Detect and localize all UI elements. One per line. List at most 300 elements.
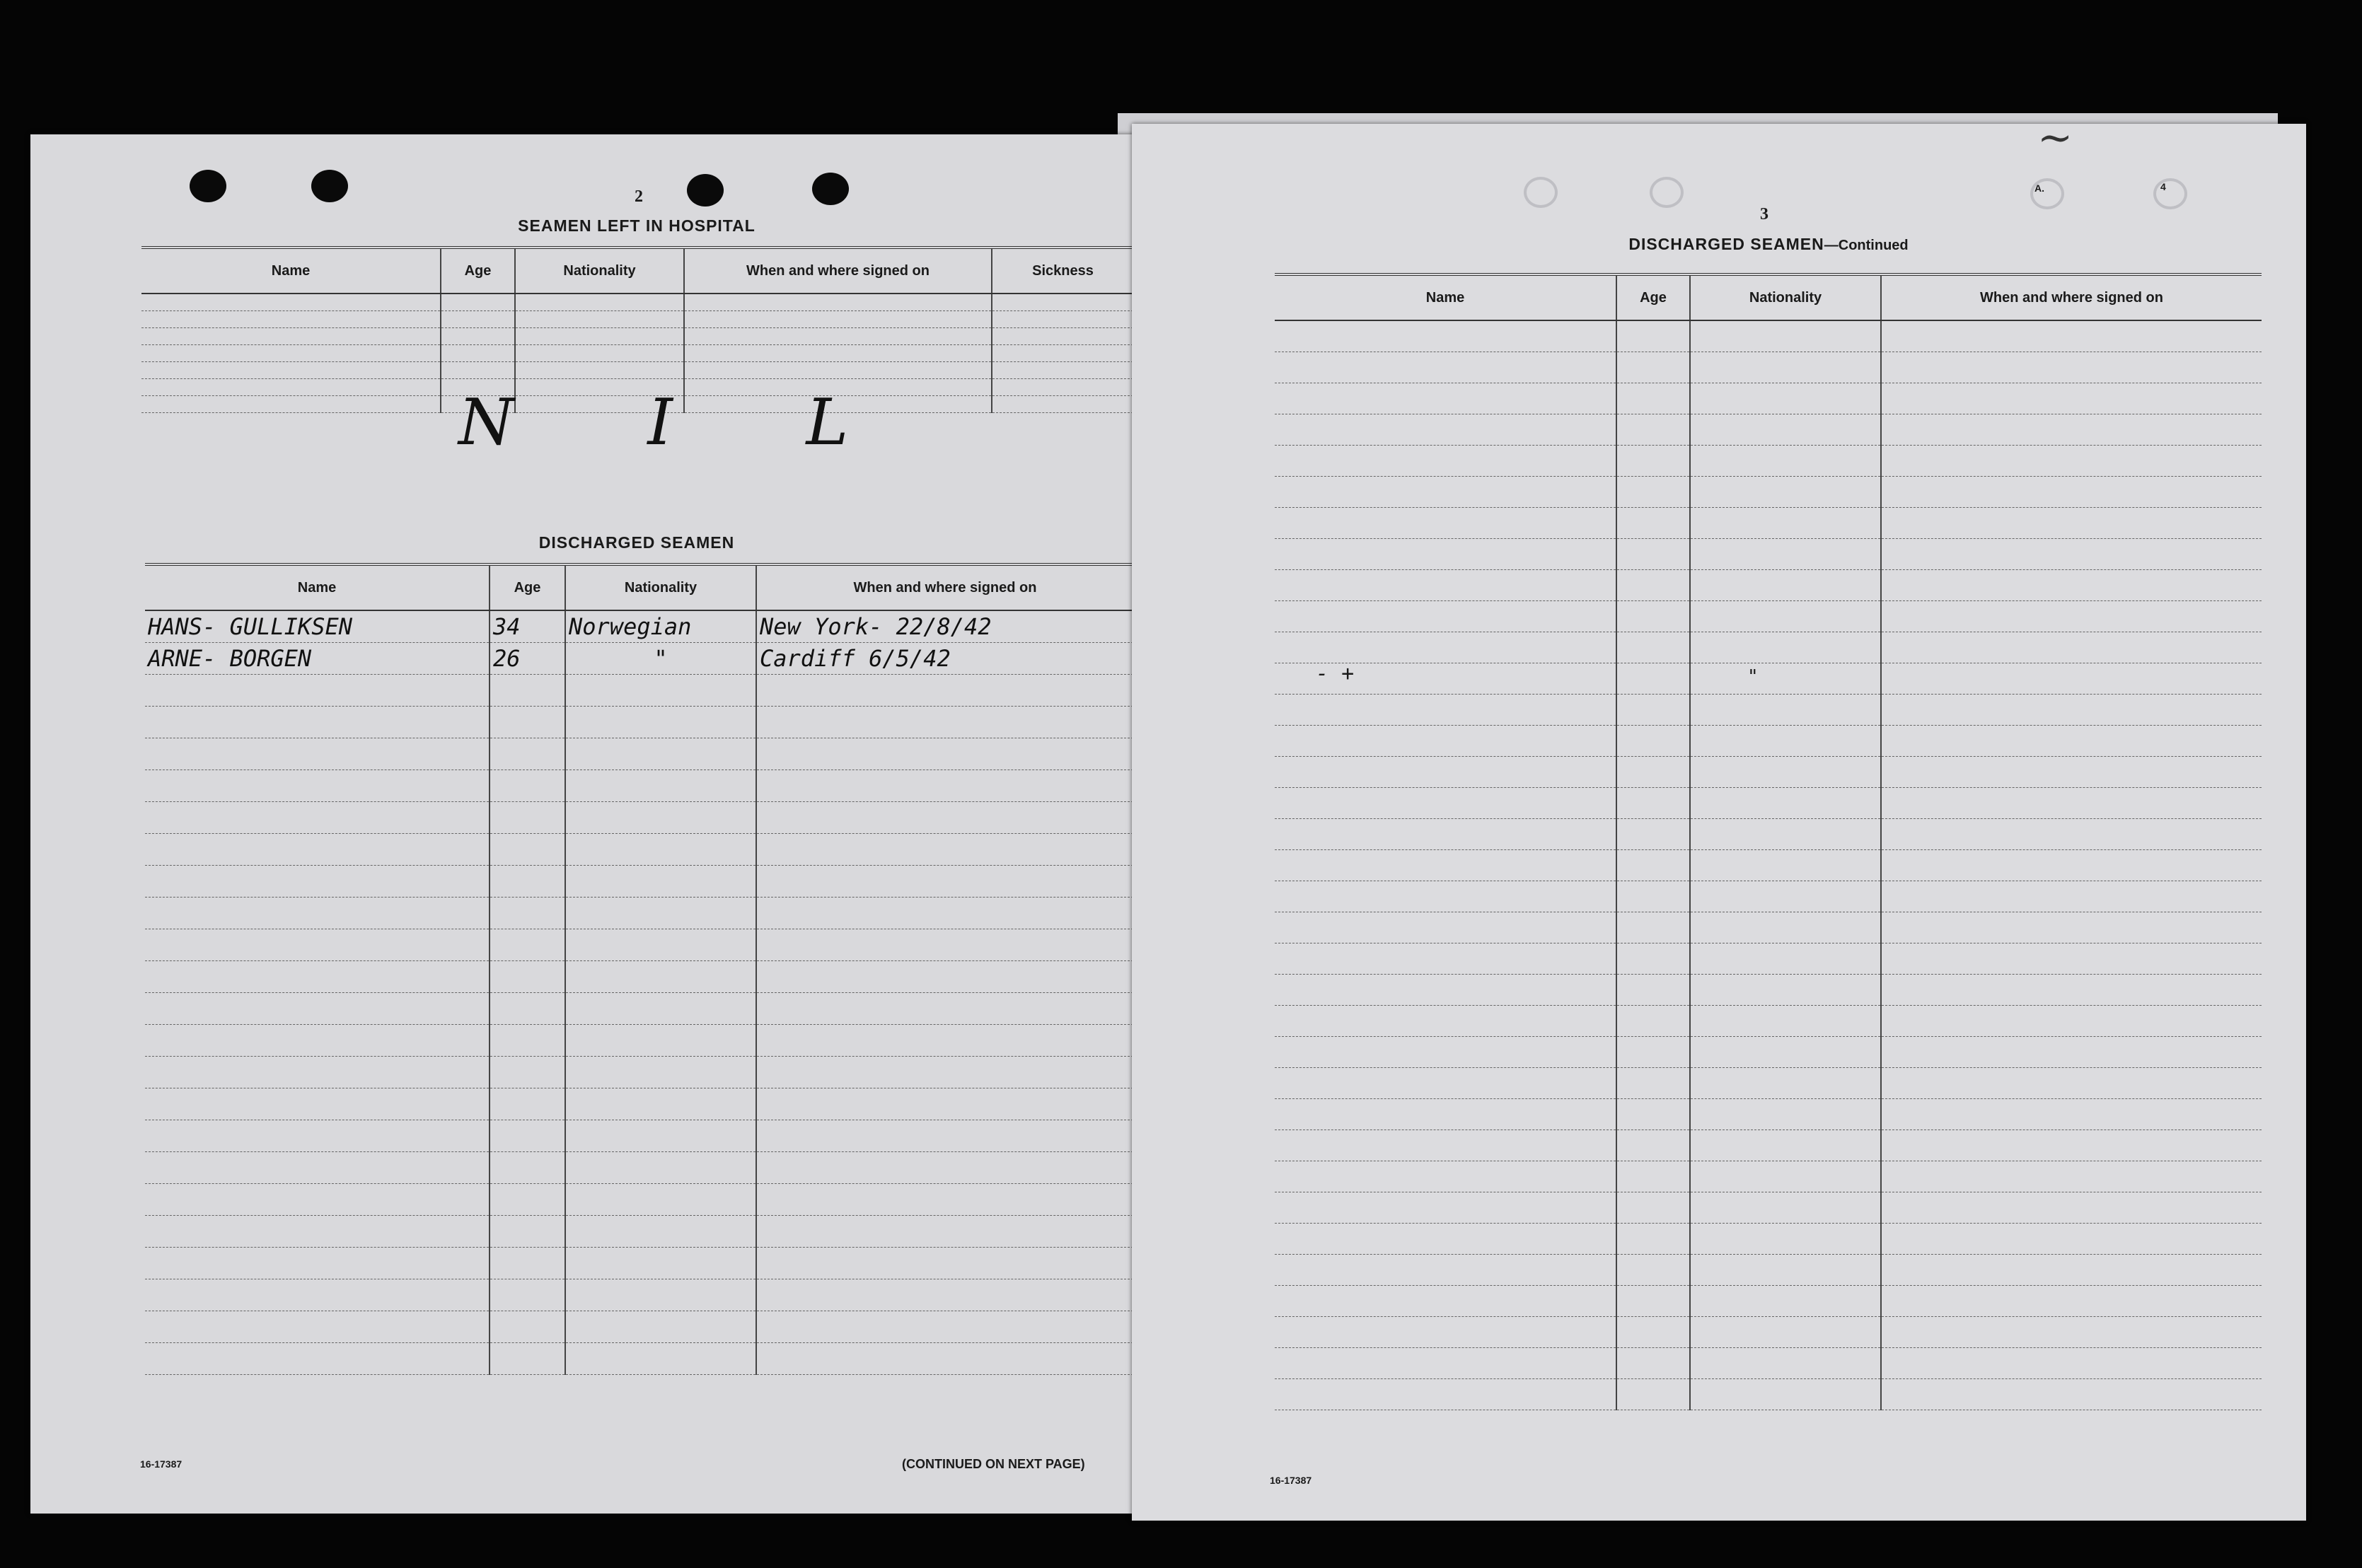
table-row	[145, 643, 1133, 675]
empty-cell	[1690, 975, 1881, 1006]
empty-cell	[490, 834, 565, 866]
discharged-continued-table	[1275, 273, 2262, 1410]
column-header-nationality: Nationality	[565, 564, 756, 610]
empty-cell	[1881, 788, 2262, 819]
empty-cell	[515, 311, 684, 328]
empty-cell	[756, 738, 1133, 770]
empty-cell	[145, 1152, 490, 1184]
empty-cell	[1275, 1037, 1616, 1068]
empty-cell	[756, 707, 1133, 738]
empty-cell	[1616, 446, 1690, 477]
empty-cell	[1275, 1379, 1616, 1410]
empty-cell	[1616, 757, 1690, 788]
empty-cell	[1881, 1068, 2262, 1099]
empty-cell	[1275, 601, 1616, 632]
empty-cell	[1881, 1255, 2262, 1286]
empty-cell	[756, 675, 1133, 707]
table-row	[1275, 320, 2262, 352]
empty-cell	[756, 1343, 1133, 1375]
empty-cell	[515, 362, 684, 379]
empty-cell	[756, 1216, 1133, 1248]
empty-cell	[756, 993, 1133, 1025]
empty-cell	[1275, 383, 1616, 414]
empty-cell	[1881, 1348, 2262, 1379]
table-row	[1275, 1348, 2262, 1379]
empty-cell	[490, 1120, 565, 1152]
table-row	[145, 802, 1133, 834]
table-row	[145, 1216, 1133, 1248]
empty-cell	[1616, 695, 1690, 726]
empty-cell	[1881, 601, 2262, 632]
empty-cell	[1881, 881, 2262, 912]
empty-cell	[490, 738, 565, 770]
table-row	[1275, 1224, 2262, 1255]
empty-cell	[992, 328, 1133, 345]
empty-cell	[441, 311, 515, 328]
empty-cell	[1690, 508, 1881, 539]
table-row	[141, 294, 1133, 311]
empty-cell	[1690, 601, 1881, 632]
empty-cell	[684, 311, 992, 328]
empty-cell	[565, 1184, 756, 1216]
empty-cell	[490, 707, 565, 738]
empty-cell	[1275, 1006, 1616, 1037]
empty-cell	[1690, 788, 1881, 819]
table-row	[1275, 819, 2262, 850]
empty-cell	[1616, 1037, 1690, 1068]
empty-cell	[1616, 1255, 1690, 1286]
empty-cell	[684, 345, 992, 362]
empty-cell	[992, 379, 1133, 396]
column-header-age: Age	[490, 564, 565, 610]
empty-cell	[1275, 1068, 1616, 1099]
seaman-name: ARNE- BORGEN	[145, 643, 490, 675]
page-number: 3	[1760, 205, 1768, 223]
empty-cell	[1275, 788, 1616, 819]
empty-cell	[145, 1279, 490, 1311]
empty-cell	[1616, 1224, 1690, 1255]
table-row	[145, 834, 1133, 866]
empty-cell	[1690, 663, 1881, 695]
empty-cell	[145, 802, 490, 834]
empty-cell	[1275, 819, 1616, 850]
column-header-age: Age	[441, 248, 515, 294]
column-header-name: Name	[1275, 274, 1616, 320]
empty-cell	[1690, 1224, 1881, 1255]
discharged-continued-title	[1556, 235, 1981, 254]
empty-cell	[1690, 477, 1881, 508]
empty-cell	[1690, 414, 1881, 446]
empty-cell	[1881, 850, 2262, 881]
empty-cell	[1690, 632, 1881, 663]
empty-cell	[1690, 1130, 1881, 1161]
empty-cell	[1881, 446, 2262, 477]
empty-cell	[1881, 1317, 2262, 1348]
empty-cell	[1275, 726, 1616, 757]
empty-cell	[1616, 352, 1690, 383]
empty-cell	[141, 328, 441, 345]
empty-cell	[1275, 975, 1616, 1006]
empty-cell	[756, 1088, 1133, 1120]
table-row	[1275, 726, 2262, 757]
punch-hole	[812, 173, 849, 205]
empty-cell	[1881, 1192, 2262, 1224]
punch-hole	[1524, 177, 1558, 208]
table-row	[1275, 570, 2262, 601]
table-row	[141, 328, 1133, 345]
empty-cell	[490, 1057, 565, 1088]
empty-cell	[1690, 1317, 1881, 1348]
empty-cell	[1616, 1317, 1690, 1348]
empty-cell	[145, 707, 490, 738]
empty-cell	[145, 898, 490, 929]
empty-cell	[1275, 1130, 1616, 1161]
empty-cell	[145, 1120, 490, 1152]
empty-cell	[1881, 477, 2262, 508]
seaman-nationality: Norwegian	[565, 610, 756, 643]
table-row	[1275, 1255, 2262, 1286]
empty-cell	[565, 802, 756, 834]
empty-cell	[1881, 757, 2262, 788]
empty-cell	[145, 1088, 490, 1120]
empty-cell	[565, 1152, 756, 1184]
empty-cell	[1616, 601, 1690, 632]
seaman-nationality: "	[565, 643, 756, 675]
empty-cell	[1616, 912, 1690, 943]
empty-cell	[145, 834, 490, 866]
table-row	[145, 1279, 1133, 1311]
empty-cell	[1275, 1348, 1616, 1379]
empty-cell	[145, 993, 490, 1025]
empty-cell	[565, 1279, 756, 1311]
empty-cell	[1275, 1317, 1616, 1348]
table-row	[145, 961, 1133, 993]
empty-cell	[1881, 383, 2262, 414]
empty-cell	[1275, 1192, 1616, 1224]
table-row	[145, 1088, 1133, 1120]
empty-cell	[565, 770, 756, 802]
seaman-name: HANS- GULLIKSEN	[145, 610, 490, 643]
table-row	[1275, 477, 2262, 508]
empty-cell	[565, 1057, 756, 1088]
table-row	[1275, 1379, 2262, 1410]
empty-cell	[756, 1025, 1133, 1057]
empty-cell	[1690, 1161, 1881, 1192]
empty-cell	[1690, 757, 1881, 788]
empty-cell	[515, 328, 684, 345]
table-row	[145, 1248, 1133, 1279]
empty-cell	[756, 802, 1133, 834]
empty-cell	[1881, 352, 2262, 383]
empty-cell	[1616, 1192, 1690, 1224]
empty-cell	[1690, 570, 1881, 601]
empty-cell	[992, 362, 1133, 379]
empty-cell	[1616, 1379, 1690, 1410]
table-row	[1275, 601, 2262, 632]
empty-cell	[1690, 1192, 1881, 1224]
empty-cell	[1881, 912, 2262, 943]
empty-cell	[1275, 1255, 1616, 1286]
empty-cell	[1275, 539, 1616, 570]
empty-cell	[1690, 881, 1881, 912]
empty-cell	[565, 961, 756, 993]
empty-cell	[1275, 1286, 1616, 1317]
empty-cell	[1881, 508, 2262, 539]
empty-cell	[441, 345, 515, 362]
empty-cell	[490, 1216, 565, 1248]
empty-cell	[1690, 726, 1881, 757]
empty-cell	[441, 328, 515, 345]
table-row	[1275, 539, 2262, 570]
table-row	[1275, 632, 2262, 663]
punch-hole	[190, 170, 226, 202]
empty-cell	[1881, 570, 2262, 601]
empty-cell	[1616, 881, 1690, 912]
column-header-name: Name	[141, 248, 441, 294]
table-row	[145, 929, 1133, 961]
empty-cell	[1616, 726, 1690, 757]
seaman-age: 34	[490, 610, 565, 643]
empty-cell	[490, 1279, 565, 1311]
title-suffix: —Continued	[1824, 238, 1909, 253]
discharged-section-title: DISCHARGED SEAMEN	[538, 533, 735, 552]
table-row	[145, 1184, 1133, 1216]
empty-cell	[1616, 1161, 1690, 1192]
empty-cell	[756, 770, 1133, 802]
empty-cell	[1881, 1006, 2262, 1037]
empty-cell	[1275, 570, 1616, 601]
empty-cell	[1881, 943, 2262, 975]
empty-cell	[1690, 943, 1881, 975]
empty-cell	[756, 866, 1133, 898]
empty-cell	[490, 802, 565, 834]
table-row	[1275, 414, 2262, 446]
empty-cell	[1275, 881, 1616, 912]
empty-cell	[756, 834, 1133, 866]
empty-cell	[1881, 1130, 2262, 1161]
empty-cell	[1690, 695, 1881, 726]
empty-cell	[565, 1088, 756, 1120]
empty-cell	[1690, 1379, 1881, 1410]
table-row	[1275, 975, 2262, 1006]
empty-cell	[1881, 726, 2262, 757]
empty-cell	[565, 1120, 756, 1152]
empty-cell	[756, 1184, 1133, 1216]
empty-cell	[1881, 1224, 2262, 1255]
table-row	[1275, 383, 2262, 414]
punch-hole	[311, 170, 348, 202]
table-row	[145, 1311, 1133, 1343]
empty-cell	[1275, 446, 1616, 477]
empty-cell	[756, 1248, 1133, 1279]
empty-cell	[565, 929, 756, 961]
empty-cell	[1616, 508, 1690, 539]
empty-cell	[145, 1248, 490, 1279]
empty-cell	[490, 675, 565, 707]
empty-cell	[1275, 912, 1616, 943]
empty-cell	[1275, 695, 1616, 726]
empty-cell	[684, 294, 992, 311]
table-row	[145, 1025, 1133, 1057]
empty-cell	[1275, 1161, 1616, 1192]
empty-cell	[1275, 943, 1616, 975]
table-row	[141, 345, 1133, 362]
seaman-signed-on: New York- 22/8/42	[756, 610, 1133, 643]
table-row	[1275, 508, 2262, 539]
empty-cell	[490, 1248, 565, 1279]
table-row	[1275, 446, 2262, 477]
table-row	[145, 770, 1133, 802]
empty-cell	[141, 362, 441, 379]
empty-cell	[565, 993, 756, 1025]
empty-cell	[1690, 446, 1881, 477]
empty-cell	[1616, 1006, 1690, 1037]
empty-cell	[565, 834, 756, 866]
table-row	[1275, 1068, 2262, 1099]
empty-cell	[490, 1088, 565, 1120]
empty-cell	[1275, 632, 1616, 663]
table-row	[1275, 912, 2262, 943]
empty-cell	[145, 866, 490, 898]
empty-cell	[490, 993, 565, 1025]
empty-cell	[145, 675, 490, 707]
empty-cell	[515, 294, 684, 311]
empty-cell	[1881, 414, 2262, 446]
empty-cell	[1275, 477, 1616, 508]
empty-cell	[1275, 850, 1616, 881]
empty-cell	[565, 1025, 756, 1057]
empty-cell	[490, 1184, 565, 1216]
form-code: 16-17387	[140, 1458, 183, 1470]
empty-cell	[441, 294, 515, 311]
empty-cell	[1616, 1068, 1690, 1099]
table-row	[1275, 1130, 2262, 1161]
empty-cell	[1616, 943, 1690, 975]
empty-cell	[1690, 1255, 1881, 1286]
empty-cell	[1616, 975, 1690, 1006]
table-row	[1275, 1161, 2262, 1192]
empty-cell	[145, 770, 490, 802]
column-header-nationality: Nationality	[515, 248, 684, 294]
empty-cell	[1690, 1037, 1881, 1068]
empty-cell	[145, 738, 490, 770]
empty-cell	[1616, 414, 1690, 446]
empty-cell	[490, 961, 565, 993]
empty-cell	[1616, 788, 1690, 819]
table-row	[145, 1343, 1133, 1375]
empty-cell	[756, 961, 1133, 993]
corner-mark: A.	[2034, 182, 2044, 194]
empty-cell	[992, 345, 1133, 362]
empty-cell	[145, 1311, 490, 1343]
empty-cell	[565, 1248, 756, 1279]
empty-cell	[565, 1216, 756, 1248]
empty-cell	[1616, 383, 1690, 414]
empty-cell	[1881, 539, 2262, 570]
table-row	[1275, 1317, 2262, 1348]
table-row	[145, 610, 1133, 643]
empty-cell	[992, 396, 1133, 413]
table-row	[1275, 1006, 2262, 1037]
table-row	[1275, 1037, 2262, 1068]
column-header-signed-on: When and where signed on	[1881, 274, 2262, 320]
empty-cell	[1881, 1037, 2262, 1068]
empty-cell	[1616, 1286, 1690, 1317]
handwritten-nil: N I L	[458, 385, 905, 460]
table-row	[145, 993, 1133, 1025]
empty-cell	[490, 1152, 565, 1184]
empty-cell	[1275, 757, 1616, 788]
empty-cell	[565, 898, 756, 929]
empty-cell	[684, 328, 992, 345]
empty-cell	[141, 345, 441, 362]
empty-cell	[1275, 352, 1616, 383]
table-row	[145, 675, 1133, 707]
column-header-nationality: Nationality	[1690, 274, 1881, 320]
empty-cell	[1690, 320, 1881, 352]
empty-cell	[1690, 1286, 1881, 1317]
continued-note: (CONTINUED ON NEXT PAGE)	[902, 1457, 1085, 1471]
empty-cell	[490, 1311, 565, 1343]
empty-cell	[1690, 1348, 1881, 1379]
empty-cell	[515, 345, 684, 362]
empty-cell	[1881, 1379, 2262, 1410]
empty-cell	[1616, 663, 1690, 695]
empty-cell	[1690, 352, 1881, 383]
hospital-section-title: SEAMEN LEFT IN HOSPITAL	[518, 216, 756, 235]
empty-cell	[441, 362, 515, 379]
empty-cell	[145, 961, 490, 993]
empty-cell	[756, 898, 1133, 929]
empty-cell	[756, 1152, 1133, 1184]
empty-cell	[1616, 320, 1690, 352]
empty-cell	[490, 929, 565, 961]
corner-mark: 4	[2160, 181, 2166, 192]
empty-cell	[1690, 1099, 1881, 1130]
column-header-sickness: Sickness	[992, 248, 1133, 294]
empty-cell	[1690, 383, 1881, 414]
empty-cell	[1275, 508, 1616, 539]
empty-cell	[992, 311, 1133, 328]
empty-cell	[1616, 819, 1690, 850]
empty-cell	[565, 707, 756, 738]
empty-cell	[1616, 570, 1690, 601]
empty-cell	[756, 1057, 1133, 1088]
page-number: 2	[635, 187, 643, 206]
table-row	[145, 738, 1133, 770]
table-row	[141, 311, 1133, 328]
empty-cell	[1616, 1099, 1690, 1130]
empty-cell	[1616, 477, 1690, 508]
empty-cell	[1881, 819, 2262, 850]
empty-cell	[1690, 819, 1881, 850]
empty-cell	[1690, 539, 1881, 570]
stray-mark: "	[1747, 666, 1759, 687]
table-row	[1275, 695, 2262, 726]
empty-cell	[756, 1120, 1133, 1152]
column-header-signed-on: When and where signed on	[684, 248, 992, 294]
empty-cell	[684, 362, 992, 379]
empty-cell	[992, 294, 1133, 311]
table-row	[1275, 1099, 2262, 1130]
empty-cell	[490, 1025, 565, 1057]
empty-cell	[490, 1343, 565, 1375]
empty-cell	[490, 770, 565, 802]
empty-cell	[1881, 632, 2262, 663]
empty-cell	[1616, 632, 1690, 663]
column-header-name: Name	[145, 564, 490, 610]
punch-hole	[2153, 178, 2187, 209]
